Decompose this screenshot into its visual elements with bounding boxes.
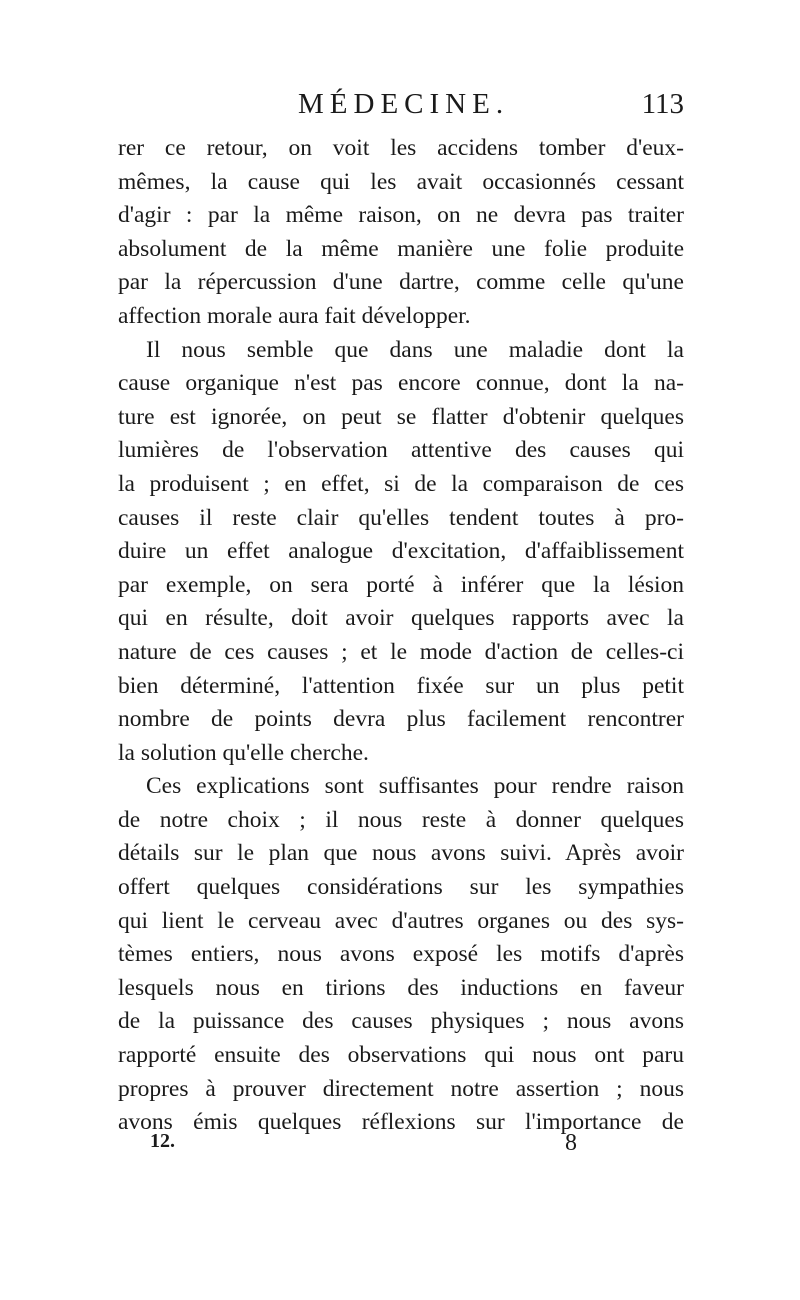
text-line: propres à prouver directement notre assertion ; nous — [118, 1075, 684, 1102]
text-line: affection morale aura fait développer. — [118, 302, 471, 329]
text-line: duire un effet analogue d'excitation, d'affaiblissement — [118, 538, 684, 565]
page-footer — [150, 1130, 590, 1166]
body-text — [118, 132, 684, 1140]
text-line: qui lient le cerveau avec d'autres organes ou des sys- — [118, 907, 684, 934]
text-line: offert quelques considérations sur les sympathies — [118, 874, 684, 901]
text-line: absolument de la même manière une folie produite — [118, 235, 684, 262]
text-line: lesquels nous en tirions des inductions en faveur — [118, 974, 684, 1001]
text-line: d'agir : par la même raison, on ne devra pas traiter — [118, 202, 684, 229]
text-line: qui en résulte, doit avoir quelques rapports avec la — [118, 605, 684, 632]
text-line: la produisent ; en effet, si de la comparaison de ces — [118, 470, 684, 497]
text-line: détails sur le plan que nous avons suivi. Après avoir — [118, 840, 684, 867]
text-line: lumières de l'observation attentive des causes qui — [118, 437, 684, 464]
signature-mark: 12. — [150, 1130, 175, 1152]
text-line: par la répercussion d'une dartre, comme celle qu'une — [118, 269, 684, 296]
text-line: ture est ignorée, on peut se flatter d'obtenir quelques — [118, 403, 684, 430]
text-line: de notre choix ; il nous reste à donner quelques — [118, 806, 684, 833]
text-line: Il nous semble que dans une maladie dont la — [146, 336, 684, 363]
running-title: MÉDECINE. — [298, 88, 510, 120]
text-line: mêmes, la cause qui les avait occasionnés cessant — [118, 168, 684, 195]
running-head — [118, 88, 684, 128]
text-line: nature de ces causes ; et le mode d'action de celles-ci — [118, 638, 684, 665]
text-line: par exemple, on sera porté à inférer que la lésion — [118, 571, 684, 598]
text-line: rapporté ensuite des observations qui nous ont paru — [118, 1042, 684, 1069]
text-line: avons émis quelques réflexions sur l'importance de — [118, 1109, 684, 1136]
text-line: bien déterminé, l'attention fixée sur un plus petit — [118, 672, 684, 699]
text-line: cause organique n'est pas encore connue, dont la na- — [118, 370, 684, 397]
page-number: 113 — [641, 88, 684, 120]
text-line: Ces explications sont suffisantes pour rendre raison — [146, 773, 684, 800]
text-line: de la puissance des causes physiques ; nous avons — [118, 1008, 684, 1035]
text-line: nombre de points devra plus facilement rencontrer — [118, 706, 684, 733]
text-line: tèmes entiers, nous avons exposé les motifs d'après — [118, 941, 684, 968]
text-line: rer ce retour, on voit les accidens tomber d'eux- — [118, 135, 684, 161]
sheet-number: 8 — [565, 1130, 577, 1156]
text-line: la solution qu'elle cherche. — [118, 739, 369, 766]
text-line: causes il reste clair qu'elles tendent toutes à pro- — [118, 504, 684, 531]
